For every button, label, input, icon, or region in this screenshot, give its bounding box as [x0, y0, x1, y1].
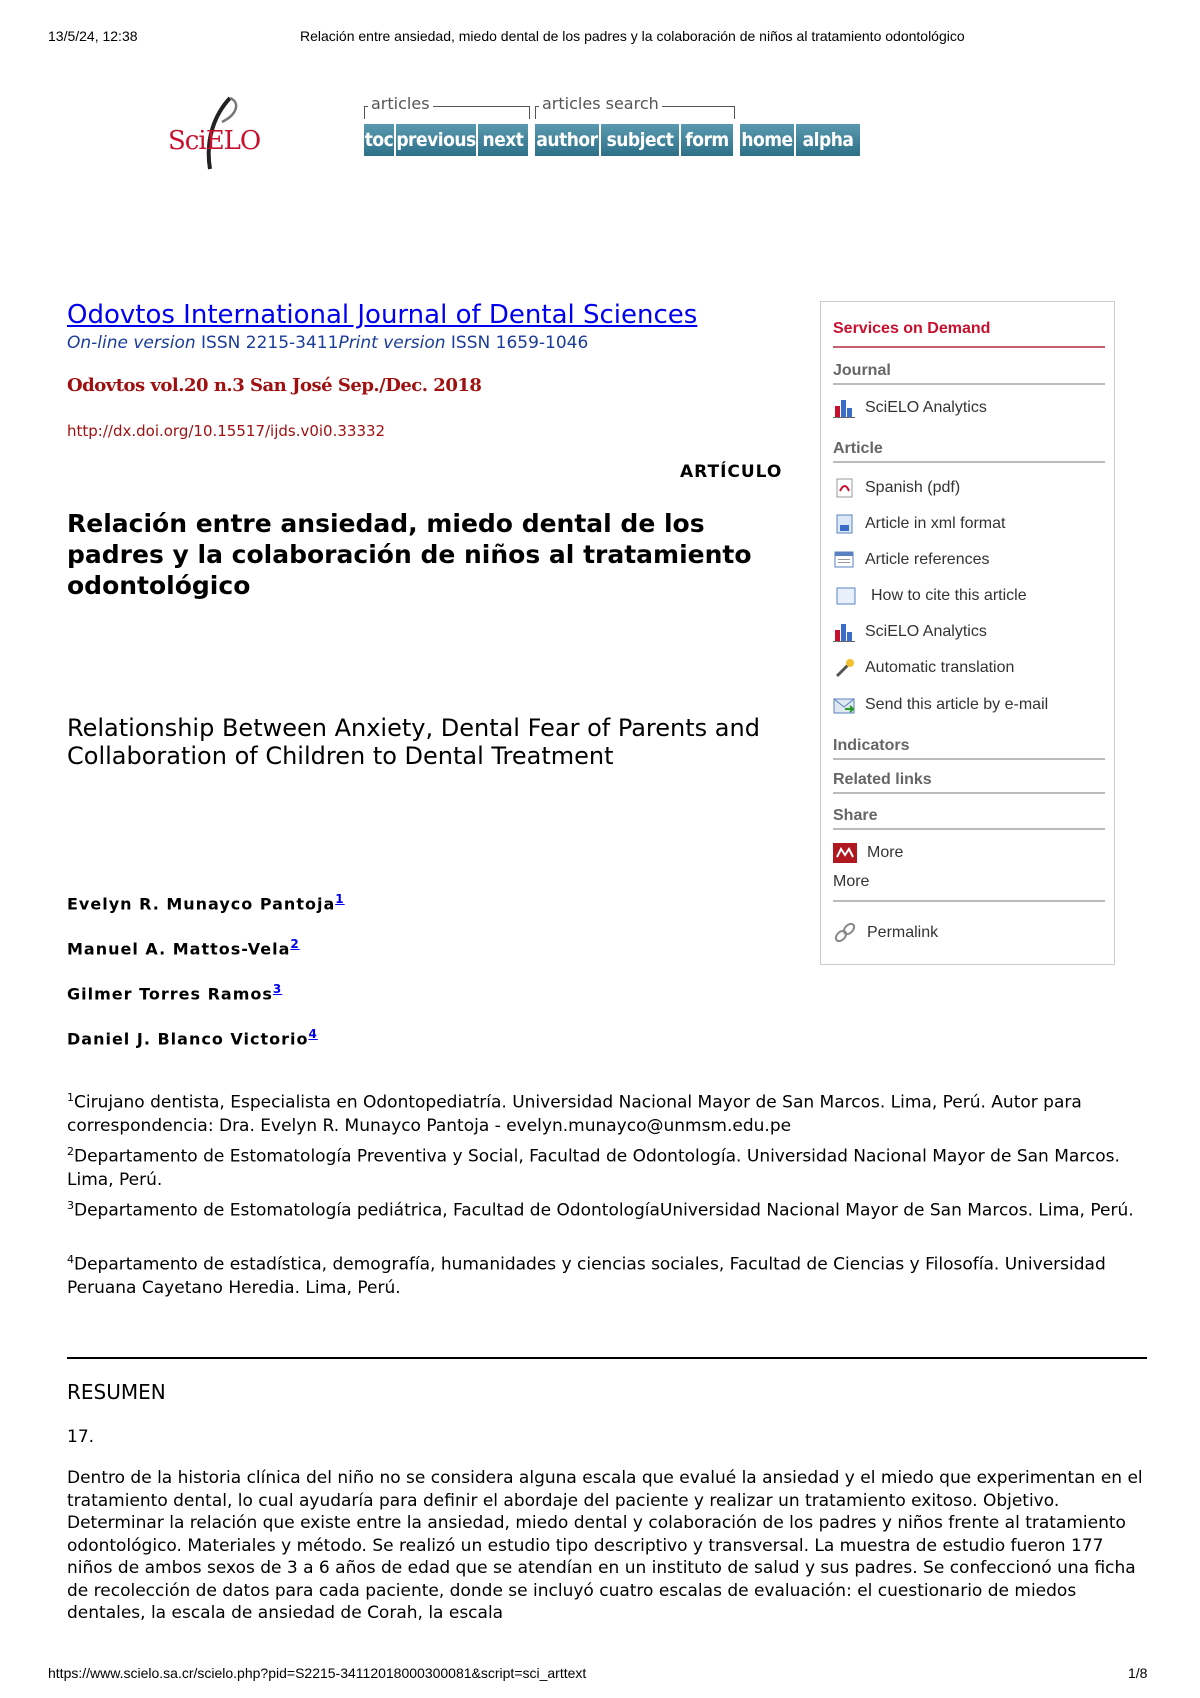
- automatic-translation-label: Automatic translation: [865, 659, 1015, 676]
- sidebar-divider: [833, 900, 1105, 902]
- author-name: Gilmer Torres Ramos: [67, 984, 273, 1004]
- author-ref-link[interactable]: 3: [272, 982, 283, 996]
- print-page-number: 1/8: [1128, 1665, 1148, 1681]
- sidebar-divider: [833, 792, 1105, 794]
- related-links-heading[interactable]: Related links: [833, 771, 932, 788]
- services-sidebar: [820, 301, 1115, 965]
- permalink-link[interactable]: [833, 922, 938, 944]
- affiliation-number: 2: [67, 1145, 74, 1158]
- scielo-logo-text: SciELO: [168, 126, 261, 156]
- article-title-spanish: Relación entre ansiedad, miedo dental de los padres y la colaboración de niños al tratamiento odontológico: [67, 509, 752, 600]
- xml-format-label: Article in xml format: [865, 515, 1006, 532]
- send-email-label: Send this article by e-mail: [865, 696, 1049, 713]
- author-name: Daniel J. Blanco Victorio: [67, 1029, 309, 1049]
- pdf-icon: [833, 478, 857, 498]
- article-analytics-label: SciELO Analytics: [865, 623, 987, 640]
- home-button[interactable]: home: [740, 124, 796, 156]
- author-button[interactable]: author: [535, 124, 601, 156]
- doi-link[interactable]: http://dx.doi.org/10.15517/ijds.v0i0.33332: [67, 422, 386, 440]
- affiliation-number: 4: [67, 1253, 74, 1266]
- affiliation-1: [67, 1086, 1147, 1138]
- author-1: [67, 892, 345, 913]
- online-issn: ISSN 2215-3411: [201, 333, 339, 353]
- share-heading: Share: [833, 807, 878, 824]
- alpha-button[interactable]: alpha: [796, 124, 860, 156]
- author-ref-link[interactable]: 2: [290, 937, 300, 951]
- sidebar-divider: [833, 461, 1105, 463]
- bar-chart-icon: [833, 398, 857, 418]
- journal-title-link[interactable]: Odovtos International Journal of Dental Sciences: [67, 300, 698, 330]
- sidebar-divider: [833, 828, 1105, 830]
- cite-icon: [833, 586, 863, 606]
- toc-button[interactable]: toc: [364, 124, 396, 156]
- search-label: articles search: [539, 94, 662, 113]
- bar-chart-icon: [833, 622, 857, 642]
- article-type: ARTÍCULO: [680, 462, 783, 482]
- spanish-pdf-label: Spanish (pdf): [865, 479, 961, 496]
- link-chain-icon: [833, 922, 859, 944]
- scielo-logo[interactable]: [160, 94, 261, 174]
- print-datetime: 13/5/24, 12:38: [48, 28, 138, 44]
- author-ref-link[interactable]: 1: [335, 892, 345, 906]
- more-link[interactable]: More: [833, 873, 870, 890]
- how-to-cite-label: How to cite this article: [871, 587, 1027, 604]
- how-to-cite-link[interactable]: [833, 586, 1027, 606]
- print-version-label: Print version: [338, 333, 446, 353]
- journal-heading: Journal: [833, 362, 891, 379]
- author-ref-link[interactable]: 4: [308, 1027, 318, 1041]
- affiliation-number: 3: [67, 1199, 74, 1212]
- paragraph-number: 17.: [67, 1427, 95, 1447]
- affiliation-text: Departamento de Estomatología Preventiva y Social, Facultad de Odontología. Universidad Nacional Mayor de San Marcos. Lima, Perú.: [67, 1146, 1120, 1190]
- author-name: Evelyn R. Munayco Pantoja: [67, 894, 336, 914]
- form-button[interactable]: form: [681, 124, 735, 156]
- affiliation-number: 1: [67, 1091, 74, 1104]
- references-icon: [833, 550, 857, 570]
- permalink-label: Permalink: [867, 924, 939, 941]
- affiliation-text: Cirujano dentista, Especialista en Odontopediatría. Universidad Nacional Mayor de San Marcos. Lima, Perú. Autor para correspondencia: Dra. Evelyn R. Munayco Pantoja - evelyn.munayco@unmsm.edu.pe: [67, 1092, 1082, 1136]
- next-button[interactable]: next: [478, 124, 530, 156]
- xml-document-icon: [833, 514, 857, 534]
- online-version-label: On-line version: [67, 333, 196, 353]
- xml-format-link[interactable]: [833, 514, 1005, 534]
- issn-line: [67, 333, 588, 353]
- subject-button[interactable]: subject: [601, 124, 681, 156]
- articles-label: articles: [368, 94, 433, 113]
- affiliation-text: Departamento de estadística, demografía, humanidades y ciencias sociales, Facultad de Ciencias y Filosofía. Universidad Peruana Cayetano Heredia. Lima, Perú.: [67, 1254, 1106, 1298]
- indicators-heading[interactable]: Indicators: [833, 737, 910, 754]
- sidebar-divider: [833, 383, 1105, 385]
- author-4: [67, 1027, 318, 1048]
- automatic-translation-link[interactable]: [833, 658, 1014, 678]
- article-heading: Article: [833, 440, 883, 457]
- affiliation-text: Departamento de Estomatología pediátrica, Facultad de OdontologíaUniversidad Nacional Mayor de San Marcos. Lima, Perú.: [74, 1200, 1134, 1221]
- affiliation-4: [67, 1248, 1147, 1300]
- article-analytics-link[interactable]: [833, 622, 987, 642]
- article-references-link[interactable]: [833, 550, 990, 570]
- volume-info: Odovtos vol.20 n.3 San José Sep./Dec. 2018: [67, 375, 482, 396]
- search-nav-group: [535, 94, 735, 119]
- print-issn: ISSN 1659-1046: [450, 333, 589, 353]
- spanish-pdf-link[interactable]: [833, 478, 960, 498]
- article-title-english: Relationship Between Anxiety, Dental Fear of Parents and Collaboration of Children to Dental Treatment: [67, 714, 760, 770]
- journal-analytics-label: SciELO Analytics: [865, 399, 987, 416]
- author-2: [67, 937, 300, 958]
- resumen-heading: RESUMEN: [67, 1380, 166, 1404]
- sidebar-title: Services on Demand: [833, 320, 991, 337]
- author-3: [67, 982, 282, 1003]
- sidebar-divider: [833, 346, 1105, 348]
- affiliation-2: [67, 1140, 1147, 1192]
- affiliation-3: [67, 1194, 1147, 1223]
- send-email-link[interactable]: [833, 695, 1048, 715]
- share-more-label: More: [867, 844, 904, 861]
- article-references-label: Article references: [865, 551, 990, 568]
- articles-nav-group: [364, 94, 530, 119]
- print-page-title: Relación entre ansiedad, miedo dental de los padres y la colaboración de niños al tratamiento odontológico: [300, 28, 965, 44]
- abstract-text: Dentro de la historia clínica del niño no se considera alguna escala que evalué la ansiedad y el miedo que experimentan en el tratamiento dental, lo cual ayudaría para definir el abordaje del paciente y realizar un tratamiento exitoso. Objetivo. Determinar la relación que existe entre la ansiedad, miedo dental y colaboración de los padres y niños frente al tratamiento odontológico. Materiales y método. Se realizó un estudio tipo descriptivo y transversal. La muestra de estudio fueron 177 niños de ambos sexos de 3 a 6 años de edad que se atendían en un instituto de salud y sus padres. Se confeccionó una ficha de recolección de datos para cada paciente, donde se incluyó cuatro escalas de evaluación: el cuestionario de miedos dentales, la escala de ansiedad de Corah, la escala: [67, 1468, 1143, 1623]
- translate-wand-icon: [833, 658, 857, 678]
- sidebar-divider: [833, 758, 1105, 760]
- author-name: Manuel A. Mattos-Vela: [67, 939, 291, 959]
- previous-button[interactable]: previous: [396, 124, 478, 156]
- journal-analytics-link[interactable]: [833, 398, 987, 418]
- email-icon: [833, 695, 857, 715]
- share-more-link[interactable]: [833, 842, 903, 864]
- mendeley-icon: [833, 842, 859, 864]
- section-divider: [67, 1357, 1147, 1359]
- print-footer-url: https://www.scielo.sa.cr/scielo.php?pid=S2215-34112018000300081&script=sci_arttext: [48, 1665, 587, 1681]
